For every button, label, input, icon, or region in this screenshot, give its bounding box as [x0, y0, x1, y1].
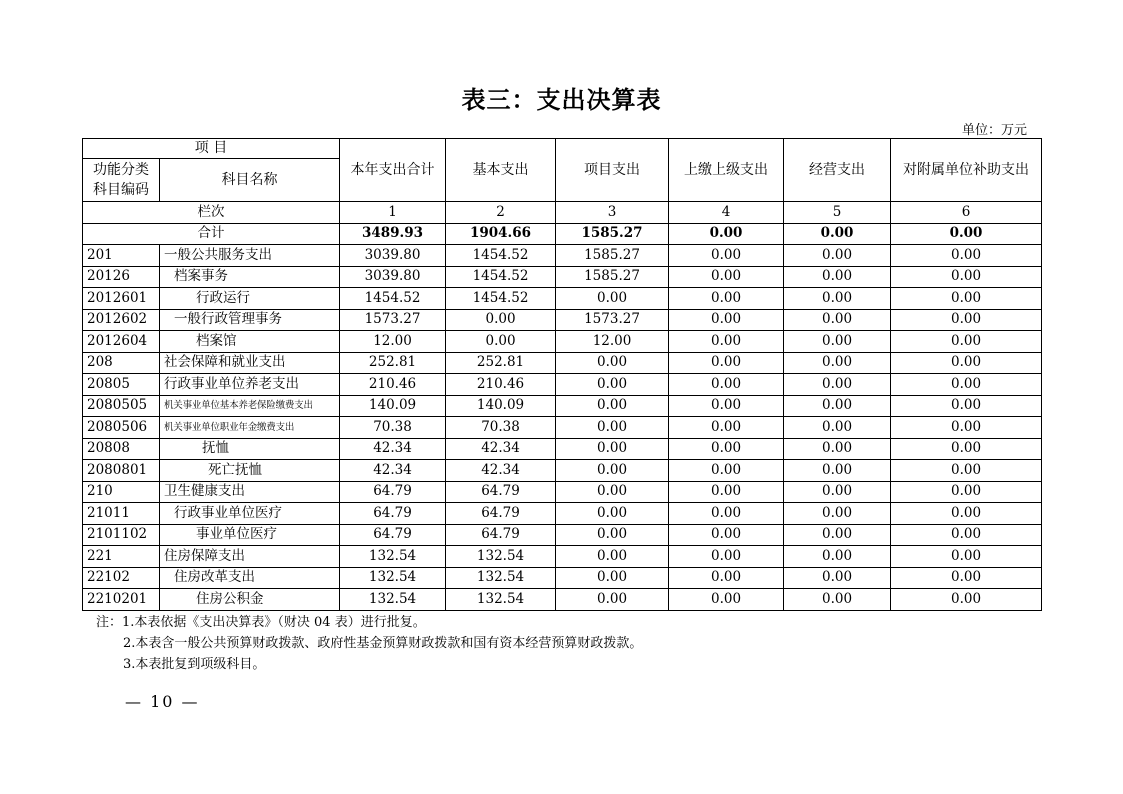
row-value: 1573.27 [556, 309, 669, 331]
row-value: 64.79 [446, 503, 556, 525]
row-value: 0.00 [784, 245, 891, 267]
row-name: 住房保障支出 [160, 546, 340, 568]
row-name: 一般公共服务支出 [160, 245, 340, 267]
row-name: 死亡抚恤 [160, 460, 340, 482]
row-value: 0.00 [784, 460, 891, 482]
row-value: 0.00 [669, 589, 784, 611]
lanci-num: 4 [669, 202, 784, 224]
row-value: 0.00 [891, 374, 1042, 396]
row-value: 0.00 [891, 331, 1042, 353]
row-value: 0.00 [891, 546, 1042, 568]
row-value: 252.81 [446, 352, 556, 374]
lanci-label: 栏次 [83, 202, 340, 224]
table-row [83, 245, 1042, 267]
row-value: 0.00 [556, 460, 669, 482]
row-value: 0.00 [891, 438, 1042, 460]
row-value: 1585.27 [556, 266, 669, 288]
header-col-1: 本年支出合计 [340, 139, 446, 202]
row-value: 0.00 [891, 503, 1042, 525]
row-value: 132.54 [446, 567, 556, 589]
row-value: 3039.80 [340, 245, 446, 267]
row-code: 20126 [83, 266, 160, 288]
row-value: 0.00 [556, 524, 669, 546]
row-name: 行政运行 [160, 288, 340, 310]
row-value: 0.00 [784, 395, 891, 417]
row-value: 1573.27 [340, 309, 446, 331]
row-value: 1454.52 [446, 288, 556, 310]
row-value: 0.00 [891, 417, 1042, 439]
row-name: 行政事业单位养老支出 [160, 374, 340, 396]
table-row [83, 589, 1042, 611]
row-code: 2012604 [83, 331, 160, 353]
row-value: 0.00 [556, 481, 669, 503]
row-value: 0.00 [784, 567, 891, 589]
total-value: 1904.66 [446, 223, 556, 245]
row-value: 0.00 [891, 460, 1042, 482]
row-value: 0.00 [669, 374, 784, 396]
row-value: 0.00 [669, 546, 784, 568]
table-row [83, 481, 1042, 503]
row-value: 0.00 [891, 309, 1042, 331]
table-row [83, 567, 1042, 589]
row-code: 201 [83, 245, 160, 267]
row-value: 0.00 [891, 589, 1042, 611]
lanci-num: 5 [784, 202, 891, 224]
row-value: 0.00 [669, 567, 784, 589]
row-value: 0.00 [556, 352, 669, 374]
row-value: 0.00 [556, 567, 669, 589]
row-value: 0.00 [784, 288, 891, 310]
lanci-num: 1 [340, 202, 446, 224]
header-code: 功能分类 科目编码 [83, 159, 160, 202]
row-value: 70.38 [446, 417, 556, 439]
row-name: 住房改革支出 [160, 567, 340, 589]
note-2: 2.本表含一般公共预算财政拨款、政府性基金预算财政拨款和国有资本经营预算财政拨款。 [123, 636, 643, 651]
row-value: 12.00 [340, 331, 446, 353]
table-row [83, 395, 1042, 417]
row-value: 0.00 [891, 481, 1042, 503]
row-value: 0.00 [669, 395, 784, 417]
row-value: 42.34 [446, 438, 556, 460]
row-value: 1454.52 [340, 288, 446, 310]
total-value: 0.00 [669, 223, 784, 245]
row-value: 0.00 [556, 589, 669, 611]
row-value: 0.00 [784, 266, 891, 288]
row-value: 0.00 [669, 266, 784, 288]
table-row [83, 288, 1042, 310]
row-value: 0.00 [784, 546, 891, 568]
notes [96, 612, 642, 675]
row-value: 0.00 [669, 309, 784, 331]
row-value: 12.00 [556, 331, 669, 353]
row-value: 210.46 [340, 374, 446, 396]
table-row [83, 309, 1042, 331]
row-code: 208 [83, 352, 160, 374]
row-value: 0.00 [669, 460, 784, 482]
row-code: 2012602 [83, 309, 160, 331]
row-value: 3039.80 [340, 266, 446, 288]
row-value: 0.00 [556, 546, 669, 568]
header-col-2: 基本支出 [446, 139, 556, 202]
row-value: 0.00 [669, 245, 784, 267]
row-value: 0.00 [891, 266, 1042, 288]
total-value: 0.00 [891, 223, 1042, 245]
page-title: 表三：支出决算表 [461, 86, 662, 114]
table-row [83, 524, 1042, 546]
total-value: 0.00 [784, 223, 891, 245]
row-code: 22102 [83, 567, 160, 589]
header-col-6: 对附属单位补助支出 [891, 139, 1042, 202]
row-value: 0.00 [784, 352, 891, 374]
row-value: 0.00 [669, 352, 784, 374]
row-name: 卫生健康支出 [160, 481, 340, 503]
lanci-row [83, 202, 1042, 224]
table-row [83, 417, 1042, 439]
row-name: 一般行政管理事务 [160, 309, 340, 331]
row-code: 2012601 [83, 288, 160, 310]
total-row [83, 223, 1042, 245]
row-value: 1454.52 [446, 266, 556, 288]
row-value: 0.00 [784, 374, 891, 396]
page-number: — 10 — [125, 692, 200, 711]
header-row [83, 139, 1042, 159]
lanci-num: 6 [891, 202, 1042, 224]
row-value: 132.54 [446, 589, 556, 611]
row-name: 档案事务 [160, 266, 340, 288]
row-code: 2080506 [83, 417, 160, 439]
row-name: 住房公积金 [160, 589, 340, 611]
row-code: 221 [83, 546, 160, 568]
row-value: 0.00 [784, 331, 891, 353]
row-value: 0.00 [556, 374, 669, 396]
row-name: 事业单位医疗 [160, 524, 340, 546]
note-1: 注：1.本表依据《支出决算表》（财决 04 表）进行批复。 [96, 615, 426, 630]
row-value: 0.00 [784, 309, 891, 331]
row-value: 64.79 [340, 524, 446, 546]
table-row [83, 460, 1042, 482]
row-value: 42.34 [446, 460, 556, 482]
row-code: 20808 [83, 438, 160, 460]
row-value: 140.09 [446, 395, 556, 417]
row-value: 0.00 [784, 417, 891, 439]
row-value: 0.00 [891, 288, 1042, 310]
row-value: 0.00 [669, 524, 784, 546]
table-row [83, 546, 1042, 568]
row-value: 0.00 [446, 309, 556, 331]
row-code: 2080801 [83, 460, 160, 482]
row-code: 20805 [83, 374, 160, 396]
row-value: 132.54 [340, 546, 446, 568]
header-xiangmu: 项 目 [83, 139, 340, 159]
row-value: 0.00 [891, 395, 1042, 417]
total-value: 3489.93 [340, 223, 446, 245]
total-value: 1585.27 [556, 223, 669, 245]
row-value: 0.00 [556, 395, 669, 417]
table-row [83, 352, 1042, 374]
table-row [83, 331, 1042, 353]
row-value: 0.00 [784, 524, 891, 546]
row-name: 社会保障和就业支出 [160, 352, 340, 374]
row-value: 0.00 [891, 567, 1042, 589]
row-value: 0.00 [556, 438, 669, 460]
row-value: 210.46 [446, 374, 556, 396]
header-col-4: 上缴上级支出 [669, 139, 784, 202]
expenditure-table [82, 138, 1042, 611]
row-value: 132.54 [340, 589, 446, 611]
row-code: 2101102 [83, 524, 160, 546]
row-code: 21011 [83, 503, 160, 525]
row-value: 0.00 [669, 503, 784, 525]
header-col-3: 项目支出 [556, 139, 669, 202]
row-value: 0.00 [669, 481, 784, 503]
row-name: 行政事业单位医疗 [160, 503, 340, 525]
lanci-num: 3 [556, 202, 669, 224]
row-value: 64.79 [446, 524, 556, 546]
row-value: 0.00 [446, 331, 556, 353]
row-value: 42.34 [340, 460, 446, 482]
row-value: 0.00 [784, 503, 891, 525]
row-code: 2080505 [83, 395, 160, 417]
lanci-num: 2 [446, 202, 556, 224]
row-value: 0.00 [556, 288, 669, 310]
row-value: 0.00 [669, 417, 784, 439]
row-name: 抚恤 [160, 438, 340, 460]
row-value: 64.79 [340, 481, 446, 503]
row-value: 0.00 [784, 438, 891, 460]
row-value: 0.00 [784, 589, 891, 611]
row-name: 机关事业单位职业年金缴费支出 [160, 417, 340, 439]
row-value: 1454.52 [446, 245, 556, 267]
row-value: 0.00 [669, 288, 784, 310]
table-row [83, 266, 1042, 288]
header-name: 科目名称 [160, 159, 340, 202]
header-col-5: 经营支出 [784, 139, 891, 202]
row-value: 0.00 [891, 524, 1042, 546]
row-value: 64.79 [446, 481, 556, 503]
row-value: 0.00 [556, 417, 669, 439]
row-value: 1585.27 [556, 245, 669, 267]
row-value: 0.00 [669, 331, 784, 353]
row-value: 132.54 [340, 567, 446, 589]
row-value: 140.09 [340, 395, 446, 417]
row-value: 132.54 [446, 546, 556, 568]
note-3: 3.本表批复到项级科目。 [123, 657, 266, 672]
row-code: 210 [83, 481, 160, 503]
row-name: 机关事业单位基本养老保险缴费支出 [160, 395, 340, 417]
row-value: 64.79 [340, 503, 446, 525]
row-value: 0.00 [891, 245, 1042, 267]
row-value: 0.00 [669, 438, 784, 460]
unit-label: 单位：万元 [961, 123, 1027, 138]
row-value: 42.34 [340, 438, 446, 460]
row-value: 0.00 [891, 352, 1042, 374]
row-value: 252.81 [340, 352, 446, 374]
table-row [83, 503, 1042, 525]
row-value: 0.00 [556, 503, 669, 525]
table-row [83, 374, 1042, 396]
row-value: 70.38 [340, 417, 446, 439]
total-label: 合计 [83, 223, 340, 245]
table-row [83, 438, 1042, 460]
row-name: 档案馆 [160, 331, 340, 353]
row-value: 0.00 [784, 481, 891, 503]
row-code: 2210201 [83, 589, 160, 611]
